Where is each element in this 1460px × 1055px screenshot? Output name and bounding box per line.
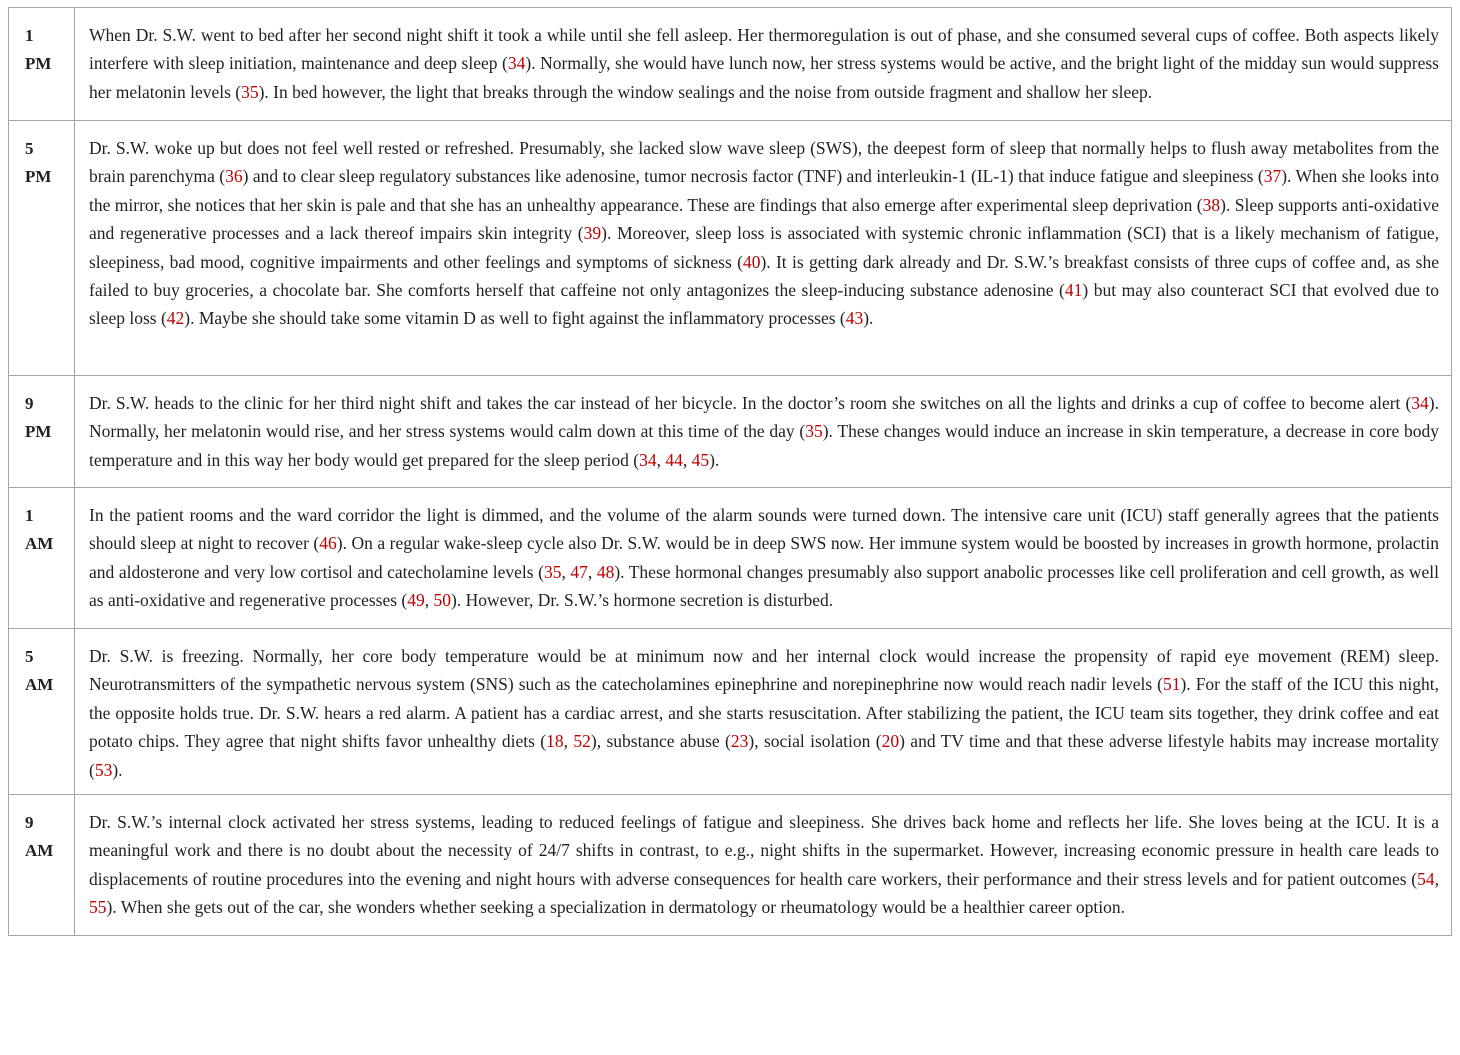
timeline-row xyxy=(9,376,1452,488)
citation-link[interactable]: 35 xyxy=(241,81,259,102)
citation-link[interactable]: 38 xyxy=(1202,194,1221,215)
citation-link[interactable]: 20 xyxy=(881,731,900,752)
citation-link[interactable]: 34 xyxy=(639,449,657,470)
body-text: , xyxy=(424,590,434,611)
body-text: ) but may also counteract SCI that evolved due to sleep loss ( xyxy=(89,280,1440,329)
body-text: ). For the staff of the ICU this night, the opposite holds true. Dr. S.W. hears a red alarm. A patient has a cardiac arrest, and she starts resuscitation. After stabilizing the patient, the ICU team sits together, they drink coffee and eat potato chips. They agree that night shifts favor unhealthy diets ( xyxy=(89,674,1439,752)
timeline-row xyxy=(9,629,1452,795)
citation-link[interactable]: 34 xyxy=(507,53,526,74)
timeline-row xyxy=(9,795,1452,936)
body-text: Dr. S.W. is freezing. Normally, her core body temperature would be at minimum now and her internal clock would increase the propensity of rapid eye movement (REM) sleep. Neurotransmitters of the sympathetic nervous system (SNS) such as the catecholamines epinephrine and norepinephrine now would reach nadir levels ( xyxy=(89,646,1439,695)
body-text: ). Maybe she should take some vitamin D as well to fight against the inflammatory processes ( xyxy=(184,308,846,329)
body-text: , xyxy=(682,449,692,470)
body-text: ). xyxy=(863,308,874,329)
time-period: PM xyxy=(25,167,52,186)
citation-link[interactable]: 45 xyxy=(691,449,710,470)
body-text: Dr. S.W. heads to the clinic for her third night shift and takes the car instead of her bicycle. In the doctor’s room she switches on all the lights and drinks a cup of coffee to become alert ( xyxy=(89,393,1412,413)
body-text: ). When she looks into the mirror, she notices that her skin is pale and that she has an unhealthy appearance. These are findings that also emerge after experimental sleep deprivation ( xyxy=(89,166,1439,215)
time-period: PM xyxy=(25,54,52,73)
body-text: ). Normally, her melatonin would rise, and her stress systems would calm down at this time of the day ( xyxy=(89,393,1439,442)
body-text: ). When she gets out of the car, she wonders whether seeking a specialization in dermatology or rheumatology would be a healthier career option. xyxy=(106,897,1125,918)
citation-link[interactable]: 36 xyxy=(225,166,243,187)
timeline-row xyxy=(9,488,1452,629)
body-text: ). In bed however, the light that breaks through the window sealings and the noise from outside fragment and shallow her sleep. xyxy=(258,81,1153,102)
citation-link[interactable]: 39 xyxy=(583,223,602,244)
time-cell xyxy=(9,8,75,121)
timeline-body xyxy=(9,8,1452,936)
citation-link[interactable]: 50 xyxy=(433,590,452,611)
body-text: When Dr. S.W. went to bed after her second night shift it took a while until she fell asleep. Her thermoregulation is out of phase, and she consumed several cups of coffee. Both aspects likely interfere with sleep initiation, maintenance and deep sleep ( xyxy=(89,25,1439,74)
body-text: ), social isolation ( xyxy=(748,731,882,752)
body-text: ). Moreover, sleep loss is associated with systemic chronic inflammation (SCI) that is a likely mechanism of fatigue, sleepiness, bad mood, cognitive impairments and other feelings and symptoms of sickness ( xyxy=(89,223,1440,272)
body-text: ) and to clear sleep regulatory substances like adenosine, tumor necrosis factor (TNF) and interleukin-1 (IL-1) that induce fatigue and sleepiness ( xyxy=(242,166,1264,187)
description-cell xyxy=(75,8,1452,121)
time-number: 1 xyxy=(25,26,34,45)
body-text: , xyxy=(587,561,597,582)
time-number: 9 xyxy=(25,394,34,413)
description-cell xyxy=(75,488,1452,629)
body-text: ). xyxy=(112,759,123,780)
time-number: 5 xyxy=(25,139,34,158)
body-text: , xyxy=(561,561,571,582)
citation-link[interactable]: 18 xyxy=(546,731,564,752)
citation-link[interactable]: 40 xyxy=(742,251,761,272)
citation-link[interactable]: 55 xyxy=(89,897,107,918)
body-text: ). On a regular wake-sleep cycle also Dr. S.W. would be in deep SWS now. Her immune system would be boosted by increases in growth hormone, prolactin and aldosterone and very low cortisol and catecholamine levels ( xyxy=(89,533,1439,582)
time-period: AM xyxy=(25,534,54,553)
body-text: Dr. S.W. woke up but does not feel well rested or refreshed. Presumably, she lacked slow wave sleep (SWS), the deepest form of sleep that normally helps to flush away metabolites from the brain parenchyma ( xyxy=(89,138,1439,187)
body-text: In the patient rooms and the ward corridor the light is dimmed, and the volume of the alarm sounds were turned down. The intensive care unit (ICU) staff generally agrees that the patients should sleep at night to recover ( xyxy=(89,505,1439,554)
time-period: AM xyxy=(25,675,54,694)
citation-link[interactable]: 46 xyxy=(319,533,337,554)
time-cell xyxy=(9,121,75,376)
time-number: 9 xyxy=(25,813,34,833)
description-cell xyxy=(75,376,1452,488)
time-cell xyxy=(9,795,75,936)
citation-link[interactable]: 54 xyxy=(1417,868,1435,889)
body-text: ), substance abuse ( xyxy=(590,731,731,752)
timeline-table xyxy=(8,7,1452,936)
body-text: ). Sleep supports anti-oxidative and regenerative processes and a lack thereof impairs skin integrity ( xyxy=(89,194,1439,244)
time-number: 5 xyxy=(25,647,34,666)
body-text: ). These hormonal changes presumably also support anabolic processes like cell proliferation and cell growth, as well as anti-oxidative and regenerative processes ( xyxy=(89,561,1440,611)
time-period: PM xyxy=(25,422,52,441)
citation-link[interactable]: 51 xyxy=(1162,674,1181,695)
time-cell xyxy=(9,629,75,795)
body-text: Dr. S.W.’s internal clock activated her stress systems, leading to reduced feelings of fatigue and sleepiness. She drives back home and reflects her life. She loves being at the ICU. It is a meaningful work and there is no doubt about the necessity of 24/7 shifts in contrast, to e.g., night shifts in the supermarket. However, increasing economic pressure in health care leads to displacements of routine procedures into the evening and night hours with adverse consequences for health care workers, their performance and their stress levels and for patient outcomes ( xyxy=(89,812,1439,889)
description-cell xyxy=(75,795,1452,936)
citation-link[interactable]: 23 xyxy=(730,731,749,752)
citation-link[interactable]: 35 xyxy=(543,561,562,582)
citation-link[interactable]: 47 xyxy=(570,561,588,582)
time-cell xyxy=(9,488,75,629)
citation-link[interactable]: 48 xyxy=(596,561,615,582)
body-text: ). xyxy=(709,449,720,470)
citation-link[interactable]: 44 xyxy=(665,449,683,470)
timeline-row xyxy=(9,121,1452,376)
citation-link[interactable]: 49 xyxy=(407,590,425,611)
citation-link[interactable]: 42 xyxy=(166,308,185,329)
time-period: AM xyxy=(25,841,54,861)
citation-link[interactable]: 34 xyxy=(1411,393,1429,413)
body-text: , xyxy=(1434,868,1439,889)
body-text: ). It is getting dark already and Dr. S.W.’s breakfast consists of three cups of coffee and, as she failed to buy groceries, a chocolate bar. She comforts herself that caffeine not only antagonizes the sleep-inducing substance adenosine ( xyxy=(89,251,1439,301)
body-text: ). However, Dr. S.W.’s hormone secretion is disturbed. xyxy=(451,590,834,611)
description-cell xyxy=(75,121,1452,376)
citation-link[interactable]: 37 xyxy=(1263,166,1282,187)
body-text: , xyxy=(656,449,666,470)
time-cell xyxy=(9,376,75,488)
description-cell xyxy=(75,629,1452,795)
body-text: ). These changes would induce an increase in skin temperature, a decrease in core body temperature and in this way her body would get prepared for the sleep period ( xyxy=(89,421,1439,470)
citation-link[interactable]: 43 xyxy=(845,308,864,329)
citation-link[interactable]: 35 xyxy=(805,421,823,442)
body-text: ). Normally, she would have lunch now, her stress systems would be active, and the bright light of the midday sun would suppress her melatonin levels ( xyxy=(89,53,1439,102)
citation-link[interactable]: 52 xyxy=(573,731,591,752)
citation-link[interactable]: 53 xyxy=(94,759,113,780)
body-text: ) and TV time and that these adverse lifestyle habits may increase mortality ( xyxy=(89,731,1440,780)
body-text: , xyxy=(563,731,574,752)
time-number: 1 xyxy=(25,506,34,525)
citation-link[interactable]: 41 xyxy=(1064,280,1083,301)
timeline-row xyxy=(9,8,1452,121)
